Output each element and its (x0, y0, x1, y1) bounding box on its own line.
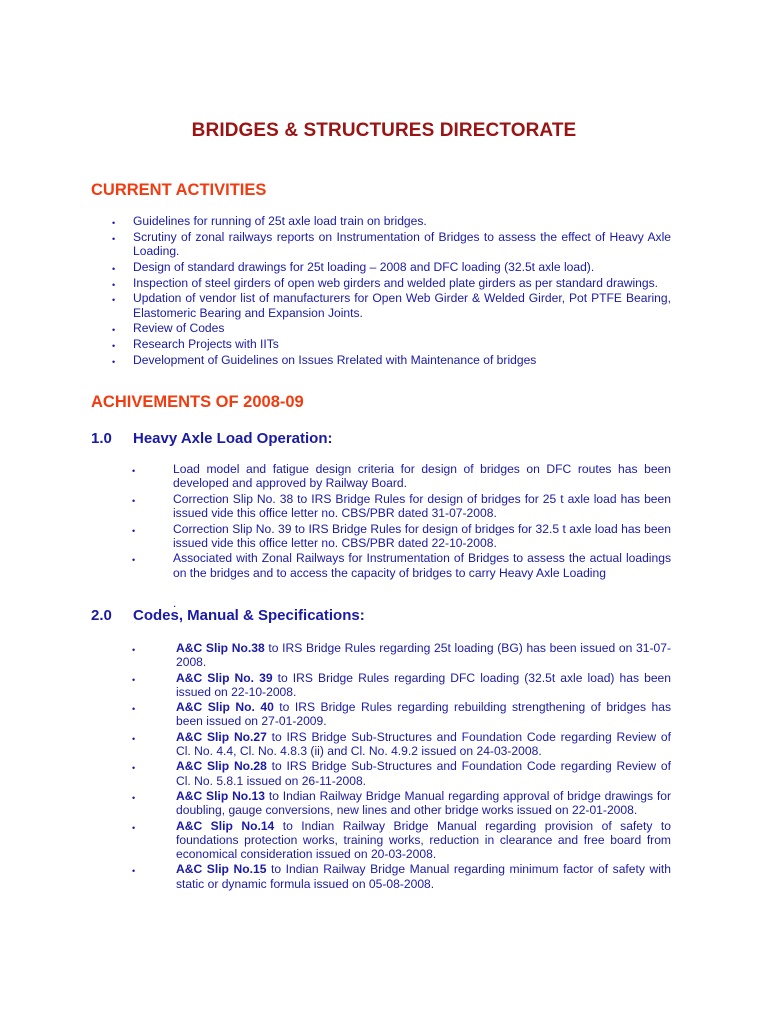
slip-number: A&C Slip No.27 (176, 729, 267, 744)
slip-number: A&C Slip No.15 (176, 862, 267, 877)
current-activities-heading: CURRENT ACTIVITIES (91, 181, 267, 199)
bullet-icon: • (132, 763, 136, 774)
bullet-icon: • (132, 645, 136, 655)
section-number: 2.0 (91, 607, 112, 624)
list-item: • Inspection of steel girders of open web girders and welded plate girders as per standard drawings. (133, 276, 671, 290)
list-item: • Research Projects with IITs (133, 337, 671, 351)
list-item: • Load model and fatigue design criteria for design of bridges on DFC routes has been developed and approved by Railway Board. (132, 462, 671, 491)
list-item: • Review of Codes (133, 321, 671, 335)
list-item: • A&C Slip No. 39 to IRS Bridge Rules regarding DFC loading (32.5t axle load) has been issued on 22-10-2008. (132, 670, 672, 699)
section-2-heading (91, 607, 365, 624)
heavy-axle-list (132, 462, 671, 581)
bullet-icon: • (112, 233, 116, 244)
achievements-heading: ACHIVEMENTS OF 2008-09 (91, 393, 304, 411)
bullet-icon: • (112, 279, 116, 290)
list-item: • A&C Slip No.14 to Indian Railway Bridge Manual regarding provision of safety to foundations protection works, training works, reduction in clearance and free board from economical consideration issued on 20-03-2008. (132, 818, 671, 861)
list-item: • Guidelines for running of 25t axle load train on bridges. (133, 214, 671, 228)
section-1-heading (91, 430, 333, 447)
section-number: 1.0 (91, 430, 112, 447)
current-activities-list (112, 214, 671, 369)
bullet-icon: • (112, 356, 116, 367)
list-item: • A&C Slip No.38 to IRS Bridge Rules regarding 25t loading (BG) has been issued on 31-07-2008. (132, 641, 671, 670)
list-item: • Scrutiny of zonal railways reports on Instrumentation of Bridges to assess the effect of Heavy Axle Loading. (112, 229, 671, 258)
bullet-icon: • (132, 555, 136, 566)
codes-manual-list (132, 641, 672, 892)
list-item: • A&C Slip No.13 to Indian Railway Bridge Manual regarding approval of bridge drawings for doubling, gauge conversions, new lines and other bridge works issued on 22-01-2008. (132, 788, 671, 818)
bullet-icon: • (112, 325, 116, 336)
bullet-icon: • (132, 674, 136, 685)
slip-number: A&C Slip No. 39 (176, 670, 273, 685)
bullet-icon: • (132, 495, 136, 506)
slip-number: A&C Slip No.14 (176, 818, 275, 833)
list-item: • A&C Slip No.27 to IRS Bridge Sub-Structures and Foundation Code regarding Review of Cl. No. 4.4, Cl. No. 4.8.3 (ii) and Cl. No. 4.9.2 issued on 24-03-2008. (132, 729, 671, 758)
list-item: • A&C Slip No.15 to Indian Railway Bridge Manual regarding minimum factor of safety with static or dynamic formula issued on 05-08-2008. (132, 862, 671, 891)
slip-number: A&C Slip No.38 (176, 641, 265, 655)
slip-number: A&C Slip No. 40 (176, 700, 274, 715)
list-item: • Development of Guidelines on Issues Rrelated with Maintenance of bridges (133, 353, 671, 367)
bullet-icon: • (112, 218, 116, 228)
bullet-icon: • (132, 822, 136, 833)
list-item: • Correction Slip No. 38 to IRS Bridge Rules for design of bridges for 25 t axle load has been issued vide this office letter no. CBS/PBR dated 31-07-2008. (132, 491, 671, 520)
bullet-icon: • (132, 733, 136, 744)
list-item: • Updation of vendor list of manufacturers for Open Web Girder & Welded Girder, Pot PTFE Bearing, Elastomeric Bearing and Expansion Joints. (112, 291, 671, 320)
bullet-icon: • (112, 295, 116, 306)
slip-number: A&C Slip No.13 (176, 788, 265, 803)
slip-number: A&C Slip No.28 (176, 759, 267, 774)
bullet-icon: • (132, 704, 136, 715)
bullet-icon: • (132, 525, 136, 536)
section-title: Codes, Manual & Specifications: (133, 607, 365, 624)
list-item: • Associated with Zonal Railways for Instrumentation of Bridges to assess the actual loadings on the bridges and to access the capacity of bridges to carry Heavy Axle Loading (132, 551, 671, 580)
list-item: • A&C Slip No. 40 to IRS Bridge Rules regarding rebuilding strengthening of bridges has been issued on 27-01-2009. (132, 700, 671, 729)
list-item: • Correction Slip No. 39 to IRS Bridge Rules for design of bridges for 32.5 t axle load has been issued vide this office letter no. CBS/PBR dated 22-10-2008. (132, 521, 671, 550)
section-title: Heavy Axle Load Operation: (133, 430, 333, 447)
bullet-icon: • (132, 466, 136, 476)
page-title: BRIDGES & STRUCTURES DIRECTORATE (191, 120, 577, 141)
trailing-dot: . (173, 596, 177, 610)
bullet-icon: • (132, 792, 136, 803)
list-item: • Design of standard drawings for 25t loading – 2008 and DFC loading (32.5t axle load). (133, 260, 671, 274)
bullet-icon: • (112, 263, 116, 274)
bullet-icon: • (132, 866, 136, 877)
list-item: • A&C Slip No.28 to IRS Bridge Sub-Structures and Foundation Code regarding Review of Cl. No. 5.8.1 issued on 26-11-2008. (132, 759, 671, 788)
bullet-icon: • (112, 341, 116, 352)
